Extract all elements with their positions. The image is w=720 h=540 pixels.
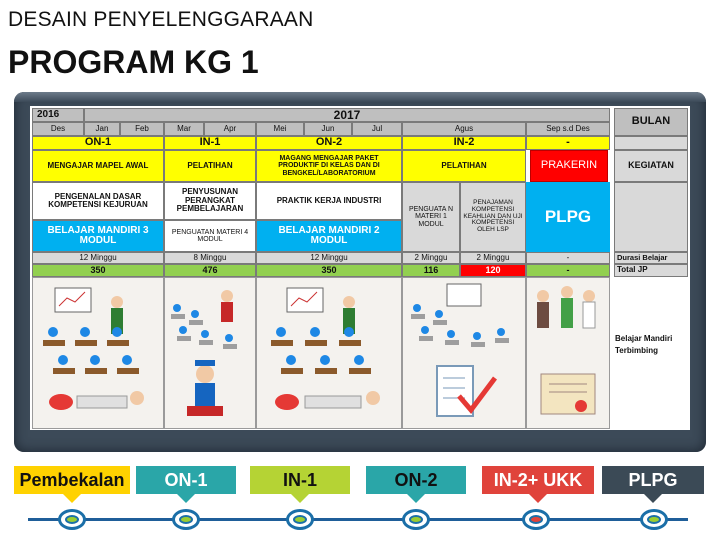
month-mar: Mar xyxy=(164,122,204,136)
total-plpg: - xyxy=(526,264,610,277)
timeline-node-6 xyxy=(640,509,668,530)
classroom-illustration-1 xyxy=(33,278,164,429)
slide-frame-shade xyxy=(14,92,706,102)
picture-meeting xyxy=(402,277,526,429)
timeline-in2-ukk: IN-2+ UKK xyxy=(482,466,594,494)
page-subtitle: DESAIN PENYELENGGARAAN xyxy=(8,8,314,31)
classroom-illustration-2 xyxy=(165,278,256,429)
phase-on1: ON-1 xyxy=(32,136,164,150)
timeline-node-4 xyxy=(402,509,430,530)
total-label: Total JP xyxy=(614,264,688,277)
total-in2b: 120 xyxy=(460,264,526,277)
timeline-in1: IN-1 xyxy=(250,466,350,494)
month-feb: Feb xyxy=(120,122,164,136)
penguatan-4-modul: PENGUATAN MATERI 4 MODUL xyxy=(164,220,256,252)
month-jan: Jan xyxy=(84,122,120,136)
side-note-panel xyxy=(614,277,688,429)
belajar-mandiri-1: BELAJAR MANDIRI 3 MODUL xyxy=(32,220,164,252)
timeline-arrow-in2-ukk xyxy=(529,494,547,503)
phase-on2: ON-2 xyxy=(256,136,402,150)
year-2016-cell: 2016 xyxy=(32,108,84,122)
duration-in2a: 2 Minggu xyxy=(402,252,460,264)
belajar-mandiri-2: BELAJAR MANDIRI 2 MODUL xyxy=(256,220,402,252)
month-jun: Jun xyxy=(304,122,352,136)
timeline-node-4-dot xyxy=(409,515,423,524)
durasi-label: Durasi Belajar xyxy=(614,252,688,264)
penyusunan-cell: PENYUSUNAN PERANGKAT PEMBELAJARAN xyxy=(164,182,256,220)
activity-mengajar: MENGAJAR MAPEL AWAL xyxy=(32,150,164,182)
month-apr: Apr xyxy=(204,122,256,136)
timeline-node-3-dot xyxy=(293,515,307,524)
total-on1: 350 xyxy=(32,264,164,277)
phase-in1: IN-1 xyxy=(164,136,256,150)
duration-in2b: 2 Minggu xyxy=(460,252,526,264)
professions-illustration xyxy=(527,278,610,429)
penguatan-materi-cell: PENGUATA N MATERI 1 MODUL xyxy=(402,182,460,252)
timeline-arrow-plpg xyxy=(644,494,662,503)
kegiatan-label: KEGIATAN xyxy=(614,150,688,182)
timeline-node-2-dot xyxy=(179,515,193,524)
timeline-node-5-dot xyxy=(529,515,543,524)
activity-prakerin: PRAKERIN xyxy=(530,150,608,182)
page-title: PROGRAM KG 1 xyxy=(8,44,259,80)
picture-classroom-1 xyxy=(32,277,164,429)
timeline-node-1-dot xyxy=(65,515,79,524)
duration-on1: 12 Minggu xyxy=(32,252,164,264)
timeline-arrow-pembekalan xyxy=(63,494,81,503)
timeline-on2: ON-2 xyxy=(366,466,466,494)
total-on2: 350 xyxy=(256,264,402,277)
total-in1: 476 xyxy=(164,264,256,277)
month-jul: Jul xyxy=(352,122,402,136)
pengenalan-cell: PENGENALAN DASAR KOMPETENSI KEJURUAN xyxy=(32,182,164,220)
timeline-node-2 xyxy=(172,509,200,530)
timeline-arrow-on2 xyxy=(407,494,425,503)
timeline-node-3 xyxy=(286,509,314,530)
duration-plpg: - xyxy=(526,252,610,264)
timeline-on1: ON-1 xyxy=(136,466,236,494)
month-des: Des xyxy=(32,122,84,136)
bulan-header: BULAN xyxy=(614,108,688,136)
month-agus: Agus xyxy=(402,122,526,136)
timeline-plpg: PLPG xyxy=(602,466,704,494)
month-mei: Mei xyxy=(256,122,304,136)
bulan-side-blank-2 xyxy=(614,182,688,252)
phase-dash: - xyxy=(526,136,610,150)
timeline-pembekalan: Pembekalan xyxy=(14,466,130,494)
duration-in1: 8 Minggu xyxy=(164,252,256,264)
praktik-cell: PRAKTIK KERJA INDUSTRI xyxy=(256,182,402,220)
timeline-node-6-dot xyxy=(647,515,661,524)
penajaman-cell: PENAJAMAN KOMPETENSI KEAHLIAN DAN UJI KOMPETENSI OLEH LSP xyxy=(460,182,526,252)
year-2017-cell: 2017 xyxy=(84,108,610,122)
phase-in2: IN-2 xyxy=(402,136,526,150)
timeline-node-1 xyxy=(58,509,86,530)
timeline-arrow-on1 xyxy=(177,494,195,503)
meeting-illustration xyxy=(403,278,526,429)
timeline-axis xyxy=(28,518,688,521)
picture-classroom-2 xyxy=(164,277,256,429)
total-in2a: 116 xyxy=(402,264,460,277)
side-note-text: Belajar Mandiri Terbimbing xyxy=(615,334,673,355)
duration-on2: 12 Minggu xyxy=(256,252,402,264)
bulan-side-blank xyxy=(614,136,688,150)
picture-classroom-3 xyxy=(256,277,402,429)
activity-magang: MAGANG MENGAJAR PAKET PRODUKTIF DI KELAS DAN DI BENGKEL/LABORATORIUM xyxy=(256,150,402,182)
picture-professions xyxy=(526,277,610,429)
timeline-node-5 xyxy=(522,509,550,530)
timeline-arrow-in1 xyxy=(291,494,309,503)
plpg-cell: PLPG xyxy=(526,182,610,252)
activity-pelatihan-2: PELATIHAN xyxy=(402,150,526,182)
classroom-illustration-3 xyxy=(257,278,402,429)
month-sep-des: Sep s.d Des xyxy=(526,122,610,136)
activity-pelatihan-1: PELATIHAN xyxy=(164,150,256,182)
